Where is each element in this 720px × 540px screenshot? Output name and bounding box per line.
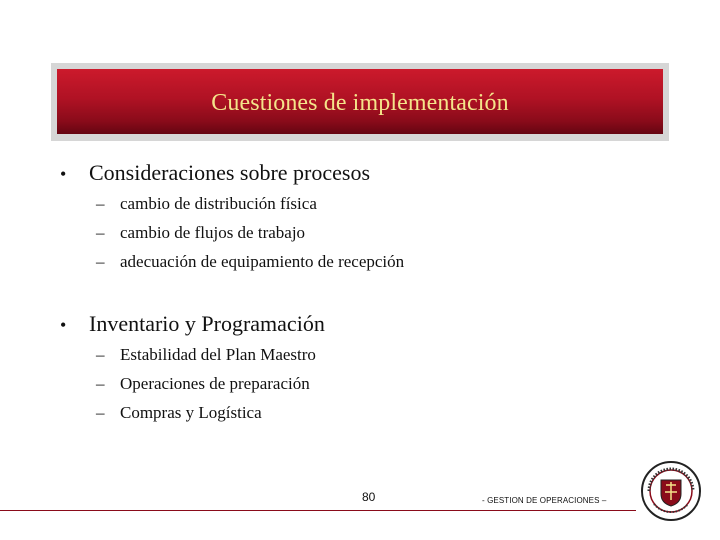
- dash-marker: –: [96, 345, 105, 364]
- footer-divider: [0, 510, 636, 511]
- bullet-heading: Consideraciones sobre procesos: [89, 160, 371, 185]
- section-procesos: [60, 160, 404, 281]
- dash-marker: –: [96, 252, 105, 271]
- dash-marker: –: [96, 223, 105, 242]
- sub-list: [96, 194, 404, 281]
- sub-item: [96, 345, 325, 374]
- sub-item-text: cambio de distribución física: [120, 194, 317, 213]
- dash-marker: –: [96, 194, 105, 213]
- slide-title: Cuestiones de implementación: [211, 90, 509, 116]
- dash-marker: –: [96, 374, 105, 393]
- bullet-marker: •: [60, 315, 67, 335]
- bullet-item: [60, 160, 404, 186]
- bullet-marker: •: [60, 164, 67, 184]
- sub-item: [96, 223, 404, 252]
- slide-title-banner: [51, 63, 669, 141]
- sub-item-text: adecuación de equipamiento de recepción: [120, 252, 405, 271]
- sub-item: [96, 374, 325, 403]
- sub-item-text: Compras y Logística: [120, 403, 262, 422]
- dash-marker: –: [96, 403, 105, 422]
- sub-item-text: Operaciones de preparación: [120, 374, 310, 393]
- footer-text: - GESTION DE OPERACIONES –: [482, 496, 607, 505]
- university-seal-icon: [640, 460, 702, 522]
- section-inventario: [60, 311, 325, 432]
- bullet-item: [60, 311, 325, 337]
- bullet-heading: Inventario y Programación: [89, 311, 325, 336]
- title-box: [57, 69, 663, 134]
- sub-item-text: Estabilidad del Plan Maestro: [120, 345, 316, 364]
- page-number: 80: [362, 490, 376, 504]
- sub-item-text: cambio de flujos de trabajo: [120, 223, 306, 242]
- sub-item: [96, 194, 404, 223]
- sub-item: [96, 252, 404, 281]
- sub-list: [96, 345, 325, 432]
- sub-item: [96, 403, 325, 432]
